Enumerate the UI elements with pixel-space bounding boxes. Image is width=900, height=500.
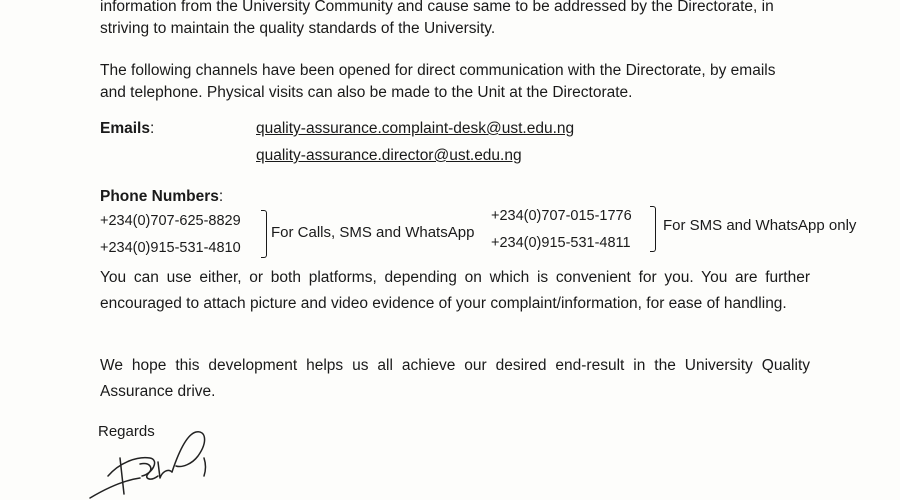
bracket-sms-group <box>650 206 656 252</box>
paragraph-intro-line-1: information from the University Community and cause same to be addressed by the Directorate, in <box>100 0 774 15</box>
emails-label: Emails <box>100 120 150 137</box>
paragraph-channels <box>100 60 810 104</box>
emails-colon: : <box>149 120 155 137</box>
paragraph-intro-line-2: striving to maintain the quality standards of the University. <box>100 20 496 37</box>
phone-numbers-label: Phone Numbers <box>100 188 219 205</box>
email-link-complaint-desk[interactable]: quality-assurance.complaint-desk@ust.edu.ng <box>256 120 575 137</box>
paragraph-channels-line-1: The following channels have been opened for direct communication with the Directorate, by emails <box>100 62 776 79</box>
phone-number-4[interactable]: +234(0)915-531-4811 <box>491 235 631 251</box>
phone-numbers-colon: : <box>218 188 224 205</box>
paragraph-intro <box>100 0 810 40</box>
phone-number-2[interactable]: +234(0)915-531-4810 <box>100 240 241 256</box>
phone-number-3[interactable]: +234(0)707-015-1776 <box>491 208 632 224</box>
regards-text: Regards <box>98 423 155 440</box>
paragraph-channels-line-2: and telephone. Physical visits can also be made to the Unit at the Directorate. <box>100 84 633 101</box>
paragraph-platforms: You can use either, or both platforms, depending on which is convenient for you. You are further encouraged to attach picture and video evidence of your complaint/information, for ease of handling. <box>100 269 810 312</box>
phone-numbers-heading <box>100 188 223 206</box>
paragraph-closing: We hope this development helps us all achieve our desired end-result in the University Quality Assurance drive. <box>100 357 810 400</box>
phone-number-1[interactable]: +234(0)707-625-8829 <box>100 213 241 229</box>
note-sms-whatsapp-only: For SMS and WhatsApp only <box>663 217 857 234</box>
note-calls-sms-whatsapp: For Calls, SMS and WhatsApp <box>271 224 475 241</box>
email-link-director[interactable]: quality-assurance.director@ust.edu.ng <box>256 147 522 164</box>
emails-heading <box>100 120 154 138</box>
bracket-calls-group <box>261 210 267 258</box>
